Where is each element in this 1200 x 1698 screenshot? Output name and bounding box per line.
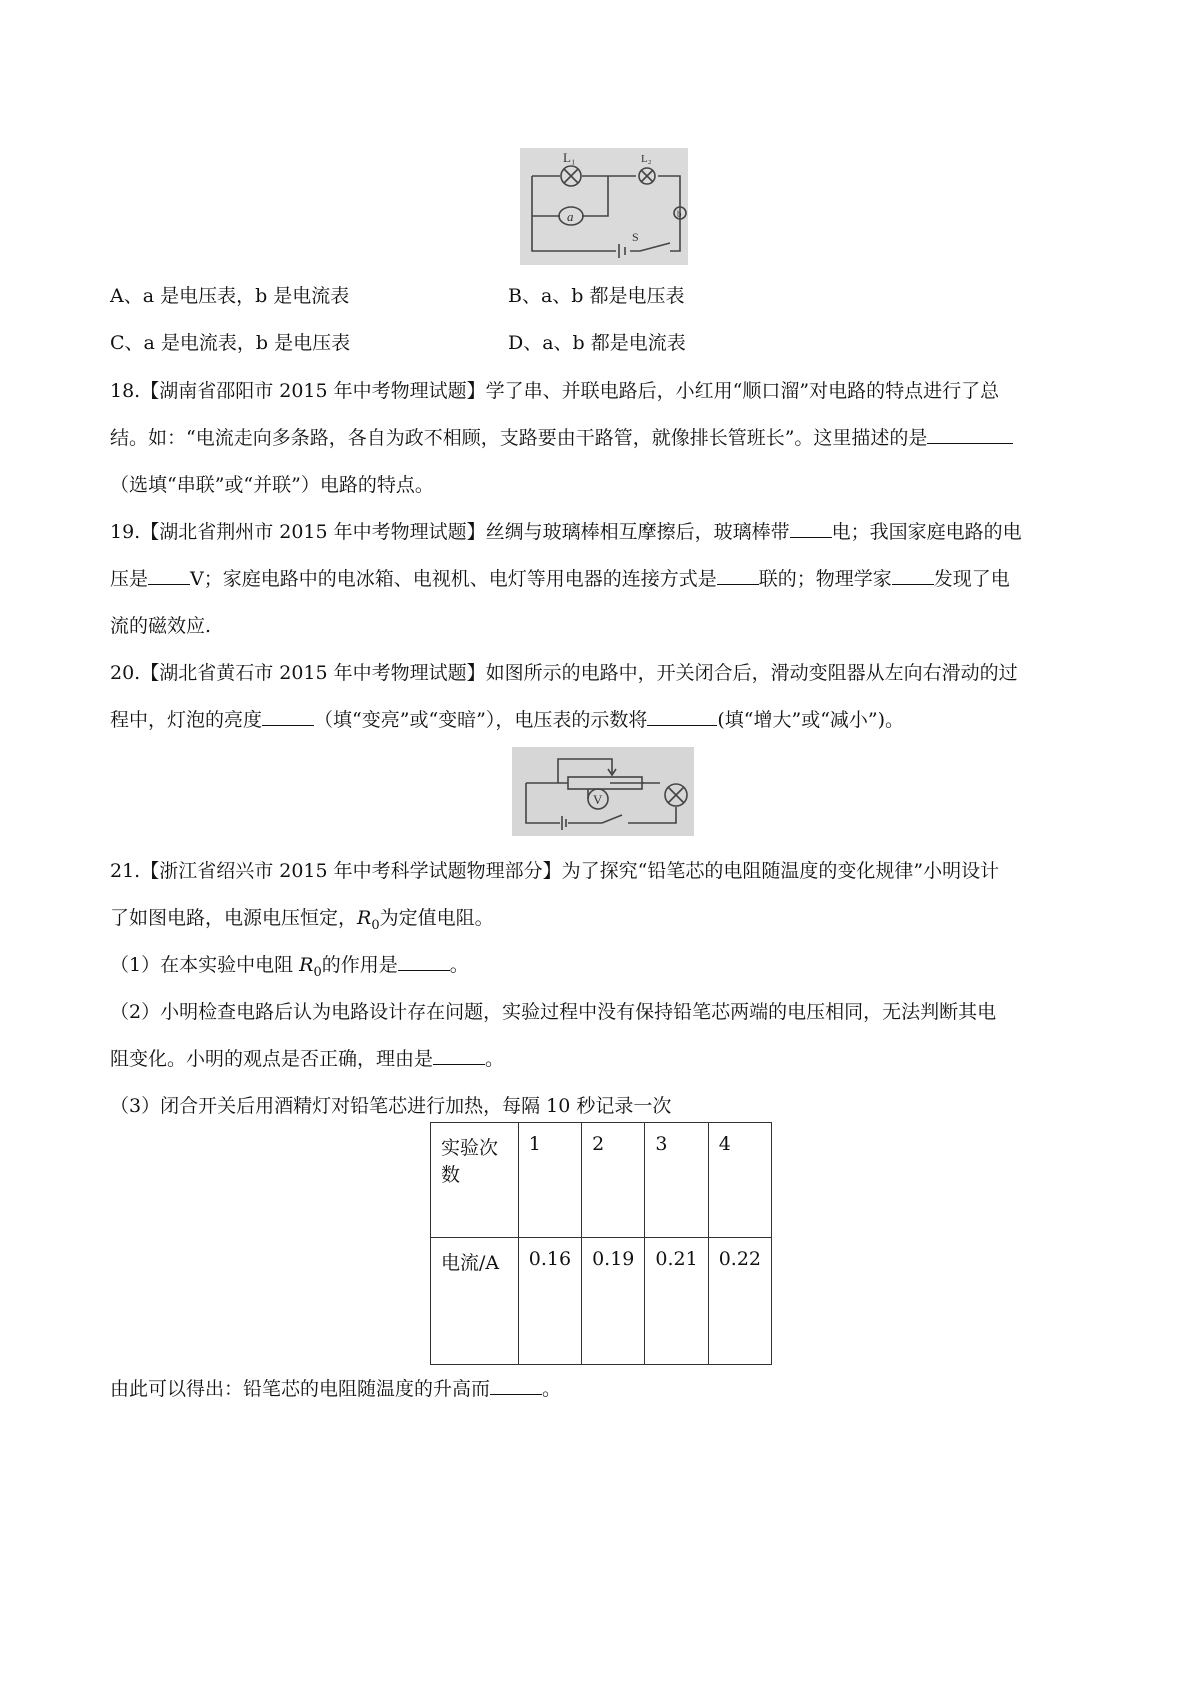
table-cell: 电流/A	[431, 1238, 519, 1365]
q21-part-2-line-1: （2）小明检查电路后认为电路设计存在问题，实验过程中没有保持铅笔芯两端的电压相同，无法判断其电	[110, 1001, 997, 1023]
q21-text: 。	[449, 954, 469, 976]
circuit-figure-q17	[520, 148, 688, 265]
q21-text: 。	[542, 1378, 562, 1400]
q21-line-2	[110, 905, 1100, 939]
q18-text: 结。如：“电流走向多条路，各自为政不相顾，支路要由干路管，就像排长管班长”。这里描述的是	[110, 427, 928, 449]
q21-text: 为定值电阻。	[379, 907, 494, 929]
q21-part-3: （3）闭合开关后用酒精灯对铅笔芯进行加热，每隔 10 秒记录一次	[110, 1095, 672, 1117]
meter-b-label: b	[677, 209, 682, 219]
meter-a-label: a	[567, 209, 574, 224]
r0-letter: R	[357, 907, 372, 929]
answer-blank	[927, 442, 1013, 444]
answer-blank	[148, 583, 190, 585]
q21-text: 阻变化。小明的观点是否正确，理由是	[110, 1048, 434, 1070]
q18-line-3: （选填“串联”或“并联”）电路的特点。	[110, 474, 434, 496]
switch-label: S	[632, 230, 639, 244]
q20-line-2	[110, 707, 1100, 733]
table-cell: 0.22	[708, 1238, 771, 1365]
table-cell: 0.19	[582, 1238, 645, 1365]
answer-blank	[398, 969, 450, 971]
q20-line-1: 20.【湖北省黄石市 2015 年中考物理试题】如图所示的电路中，开关闭合后，滑动变阻器从左向右滑动的过	[110, 662, 1018, 684]
q21-text: 由此可以得出：铅笔芯的电阻随温度的升高而	[110, 1378, 491, 1400]
table-row	[431, 1238, 772, 1365]
l1-label: L₁	[563, 150, 576, 165]
q21-text: （1）在本实验中电阻	[110, 954, 294, 976]
q21-text: 。	[485, 1048, 505, 1070]
q19-text: 联的；物理学家	[758, 568, 892, 590]
option-c: C、a 是电流表，b 是电压表	[110, 332, 351, 354]
q20-text: 程中，灯泡的亮度	[110, 709, 263, 731]
answer-blank	[717, 583, 759, 585]
q19-line-3: 流的磁效应.	[110, 615, 212, 637]
q21-text: 了如图电路，电源电压恒定，	[110, 907, 358, 929]
table-cell: 2	[582, 1123, 645, 1238]
q21-part-2-line-2	[110, 1046, 1100, 1072]
q20-text: (填“增大”或“减小”)。	[717, 709, 905, 731]
table-cell: 3	[645, 1123, 708, 1238]
table-cell: 实验次数	[431, 1123, 519, 1238]
r0-symbol	[293, 954, 313, 976]
q19-text: V；家庭电路中的电冰箱、电视机、电灯等用电器的连接方式是	[190, 568, 717, 590]
answer-blank	[647, 724, 717, 726]
q19-text: 电；我国家庭电路的电	[831, 521, 1022, 543]
answer-blank	[490, 1393, 542, 1395]
q21-text: 的作用是	[321, 954, 398, 976]
option-b: B、a、b 都是电压表	[508, 285, 685, 307]
answer-blank	[262, 724, 314, 726]
r0-symbol	[357, 907, 371, 929]
table-cell: 4	[708, 1123, 771, 1238]
r0-subscript: 0	[371, 917, 380, 933]
l2-label: L₂	[641, 153, 652, 165]
q21-conclusion	[110, 1376, 1100, 1402]
circuit-figure-q20	[512, 747, 694, 836]
option-d: D、a、b 都是电流表	[508, 332, 686, 354]
q19-text: 19.【湖北省荆州市 2015 年中考物理试题】丝绸与玻璃棒相互摩擦后，玻璃棒带	[110, 521, 790, 543]
q19-text: 压是	[110, 568, 149, 590]
q19-line-2	[110, 566, 1100, 592]
q21-part-1	[110, 952, 1100, 986]
voltmeter-label: V	[593, 792, 603, 807]
q18-line-1: 18.【湖南省邵阳市 2015 年中考物理试题】学了串、并联电路后，小红用“顺口溜”对电路的特点进行了总	[110, 380, 1000, 402]
table-cell: 1	[518, 1123, 581, 1238]
answer-blank	[790, 536, 832, 538]
data-table	[430, 1122, 772, 1365]
q21-line-1: 21.【浙江省绍兴市 2015 年中考科学试题物理部分】为了探究“铅笔芯的电阻随温度的变化规律”小明设计	[110, 860, 1000, 882]
table-cell: 0.21	[645, 1238, 708, 1365]
q19-text: 发现了电	[933, 568, 1010, 590]
answer-blank	[892, 583, 934, 585]
table-cell: 0.16	[518, 1238, 581, 1365]
q18-line-2	[110, 425, 1100, 451]
answer-blank	[433, 1063, 485, 1065]
r0-letter: R	[299, 954, 314, 976]
q19-line-1	[110, 519, 1100, 545]
option-a: A、a 是电压表，b 是电流表	[110, 285, 350, 307]
r0-subscript: 0	[313, 964, 322, 980]
q20-text: （填“变亮”或“变暗”），电压表的示数将	[314, 709, 648, 731]
table-row	[431, 1123, 772, 1238]
